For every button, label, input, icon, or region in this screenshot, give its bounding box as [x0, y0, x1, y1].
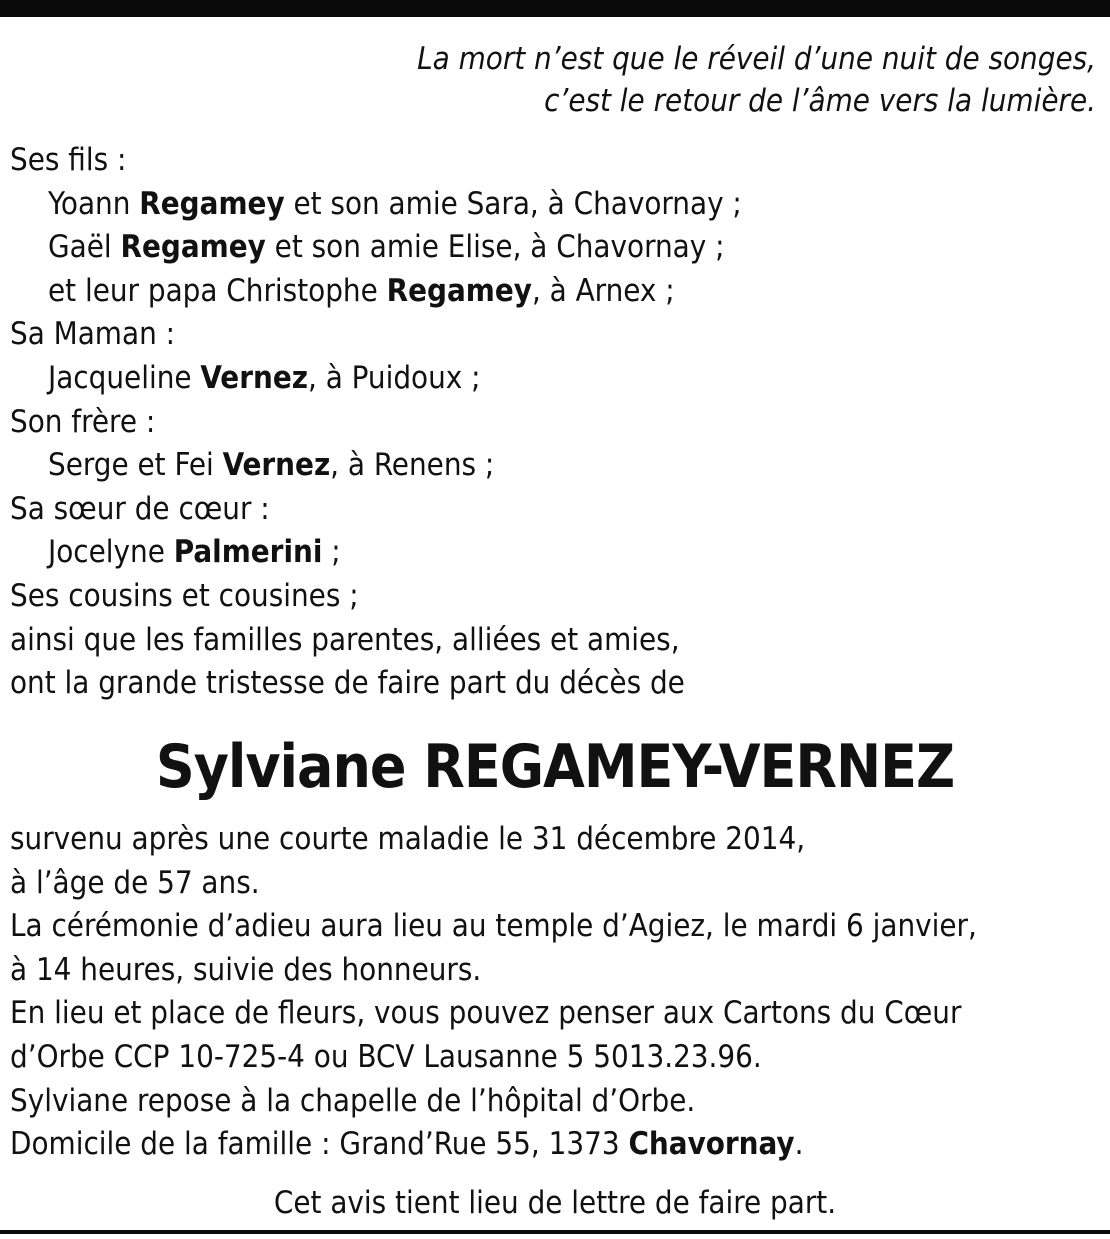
- address-town: Chavornay: [628, 1126, 795, 1163]
- details-block: [10, 818, 977, 1167]
- member-surname: Regamey: [139, 185, 285, 222]
- announce-line: ont la grande tristesse de faire part du décès de: [10, 665, 685, 702]
- member-text: Serge et Fei: [48, 447, 223, 484]
- families-line: ainsi que les familles parentes, alliées et amies,: [10, 621, 680, 658]
- detail-line: survenu après une courte maladie le 31 décembre 2014,: [10, 821, 806, 857]
- bottom-rule: [0, 1230, 1110, 1234]
- member-text: , à Renens ;: [330, 447, 495, 484]
- member-text: , à Puidoux ;: [307, 359, 481, 396]
- family-list: [10, 139, 742, 706]
- detail-line: d’Orbe CCP 10-725-4 ou BCV Lausanne 5 5013.23.96.: [10, 1038, 762, 1075]
- detail-line: En lieu et place de fleurs, vous pouvez penser aux Cartons du Cœur: [10, 995, 962, 1032]
- detail-line: La cérémonie d’adieu aura lieu au temple d’Agiez, le mardi 6 janvier,: [10, 908, 977, 945]
- address-text: .: [794, 1126, 804, 1163]
- epigraph: [417, 38, 1096, 122]
- cousins-line: Ses cousins et cousines ;: [10, 577, 359, 614]
- detail-line-address: [10, 1123, 977, 1167]
- member-text: ;: [322, 534, 341, 571]
- member-surname: Vernez: [222, 447, 331, 484]
- member-text: et leur papa Christophe: [48, 272, 387, 309]
- member-text: et son amie Sara, à Chavornay ;: [284, 185, 742, 222]
- epigraph-line: c’est le retour de l’âme vers la lumière.: [544, 83, 1096, 119]
- detail-line: à l’âge de 57 ans.: [10, 864, 260, 901]
- mother-heading: Sa Maman :: [10, 316, 176, 353]
- member-surname: Regamey: [386, 272, 532, 309]
- family-member: [10, 183, 742, 227]
- detail-line: Sylviane repose à la chapelle de l’hôpital d’Orbe.: [10, 1082, 696, 1119]
- brother-heading: Son frère :: [10, 403, 156, 440]
- family-member: [10, 357, 742, 401]
- member-text: Gaël: [48, 229, 121, 266]
- deceased-name: Sylviane REGAMEY-VERNEZ: [155, 732, 955, 802]
- epigraph-line: La mort n’est que le réveil d’une nuit de songes,: [417, 41, 1096, 77]
- closing-note: Cet avis tient lieu de lettre de faire part.: [273, 1185, 837, 1221]
- family-member: [10, 270, 742, 314]
- member-text: Jocelyne: [48, 534, 174, 571]
- family-member: [10, 226, 742, 270]
- member-text: et son amie Elise, à Chavornay ;: [265, 229, 725, 266]
- family-member: [10, 531, 742, 575]
- member-text: , à Arnex ;: [531, 272, 675, 309]
- detail-line: à 14 heures, suivie des honneurs.: [10, 951, 482, 988]
- member-text: Yoann: [48, 185, 140, 222]
- address-text: Domicile de la famille : Grand’Rue 55, 1373: [10, 1126, 629, 1163]
- top-rule: [0, 0, 1110, 17]
- member-surname: Regamey: [120, 229, 266, 266]
- sons-heading: Ses fils :: [10, 142, 127, 178]
- sister-heading: Sa sœur de cœur :: [10, 490, 270, 527]
- member-surname: Palmerini: [173, 534, 323, 571]
- member-text: Jacqueline: [48, 359, 201, 396]
- family-member: [10, 444, 742, 488]
- member-surname: Vernez: [200, 359, 308, 396]
